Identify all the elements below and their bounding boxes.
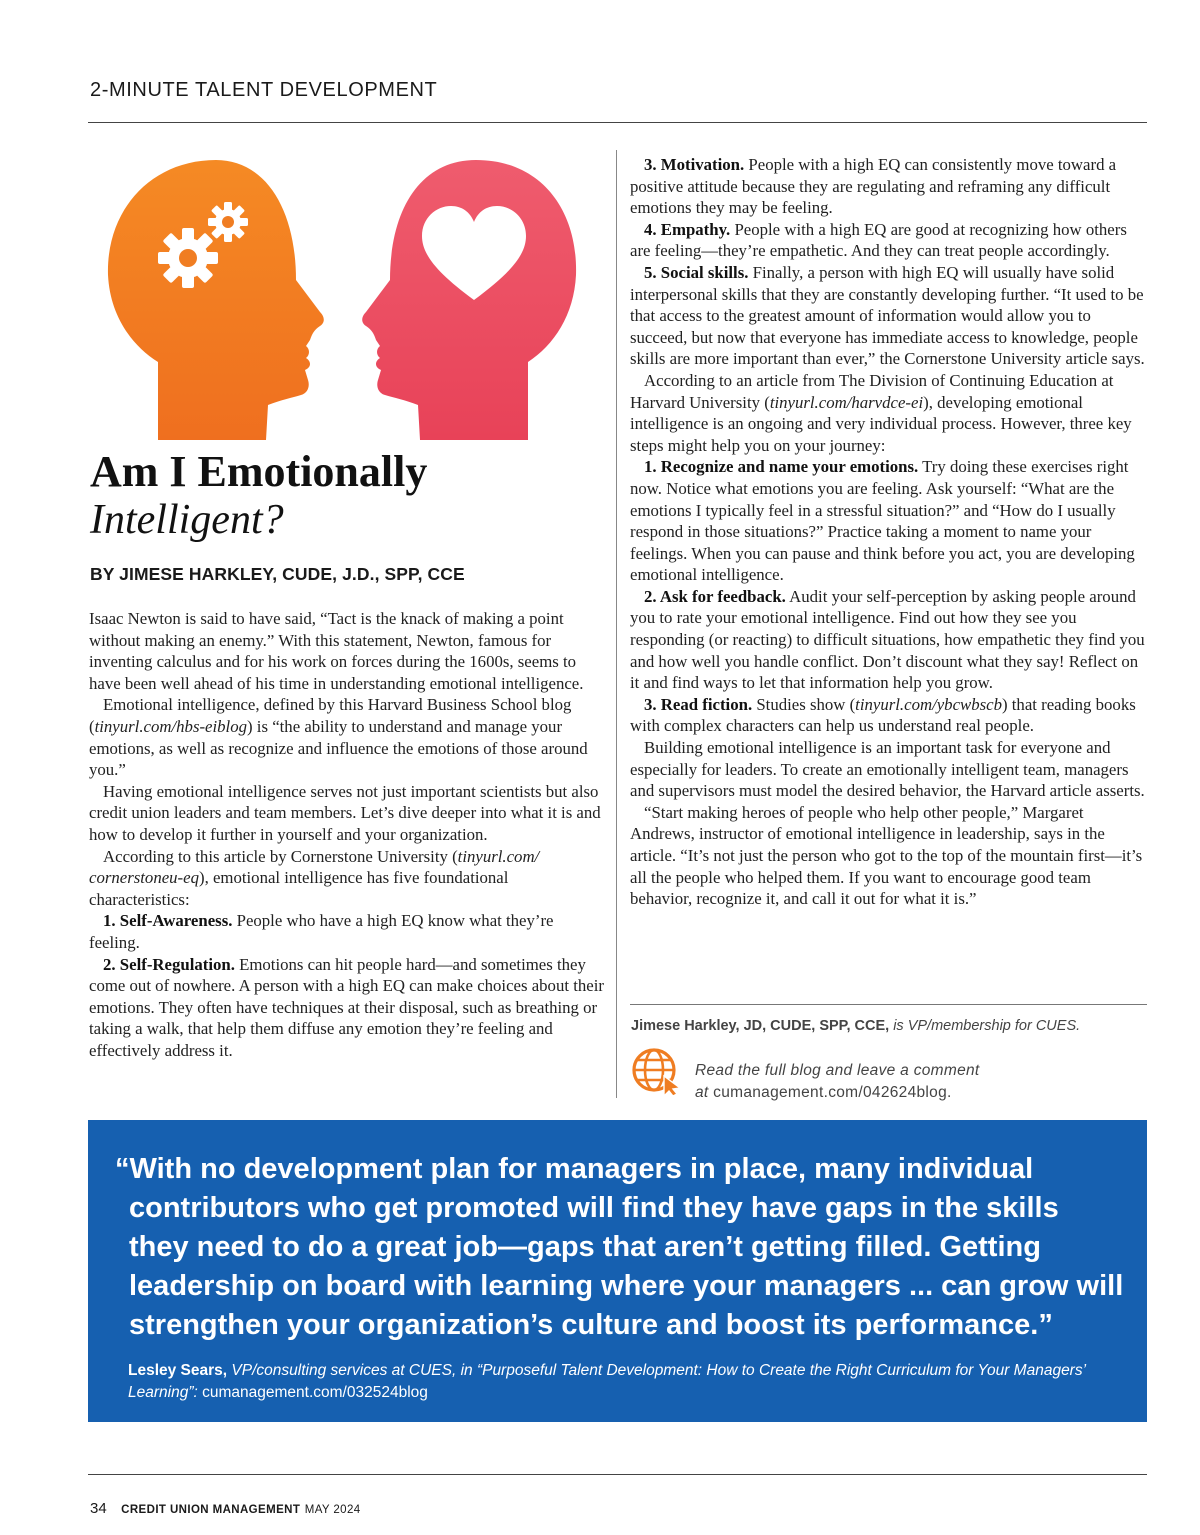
paragraph: 2. Self-Regulation. Emotions can hit people hard—and sometimes they come out of nowhere. A person with a high EQ can make choices about their emotions. They often have techniques at their disposal, such as breathing or taking a walk, that help them diffuse any emotion they’re feeling and effectively address it. bbox=[89, 954, 604, 1060]
hero-illustration bbox=[96, 150, 586, 440]
page-footer bbox=[90, 1500, 361, 1518]
issue-date: MAY 2024 bbox=[304, 1504, 361, 1516]
top-divider bbox=[88, 122, 1147, 123]
title-line-2: Intelligent? bbox=[90, 497, 284, 543]
paragraph: 2. Ask for feedback. Audit your self-perception by asking people around you to rate your emotional intelligence. Find out how they see you responding (or reacting) to difficult situations, how empathetic they find you and how well you handle conflict. Don’t discount what they say! Reflect on it and find ways to let that information help you grow. bbox=[630, 586, 1145, 693]
paragraph: 1. Recognize and name your emotions. Try doing these exercises right now. Notice what emotions you are feeling. Ask yourself: “What are the emotions I typically feel in a stressful situation?” and “How do I usually respond in those situations?” Practice taking a moment to name your feelings. When you can pause and think before you act, you are developing emotional intelligence. bbox=[630, 457, 1135, 585]
paragraph: According to this article by Cornerstone University (tinyurl.com/ cornerstoneu-eq), emotional intelligence has five foundational characteristics: bbox=[89, 846, 540, 909]
paragraph: Isaac Newton is said to have said, “Tact is the knack of making a point without making an enemy.” With this statement, Newton, famous for inventing calculus and for his work on forces during the 1600s, seems to have been well ahead of his time in understanding emotional intelligence. bbox=[89, 609, 584, 693]
page-number: 34 bbox=[90, 1500, 107, 1517]
attribution-role: VP/consulting services at CUES, in “Purposeful Talent Development: How to Create the Right Curriculum for Your Managers’ Learning”: bbox=[128, 1362, 1086, 1401]
magazine-name: CREDIT UNION MANAGEMENT bbox=[121, 1504, 301, 1516]
author-role: is VP/membership for CUES. bbox=[893, 1018, 1081, 1034]
author-name: Jimese Harkley, JD, CUDE, SPP, CCE, bbox=[631, 1018, 890, 1034]
attribution-name: Lesley Sears, bbox=[128, 1362, 228, 1379]
paragraph: According to an article from The Division of Continuing Education at Harvard University (tinyurl.com/harvdce-ei), developing emotional intelligence is an ongoing and very individual process. However, three key steps might help you on your journey: bbox=[630, 370, 1132, 455]
pull-quote-attribution bbox=[128, 1360, 1128, 1404]
bottom-divider bbox=[88, 1474, 1147, 1475]
author-divider bbox=[630, 1004, 1147, 1005]
pull-quote-text: “With no development plan for managers in place, many individual contributors who get promoted will find they have gaps in the skills they need to do a great job—gaps that aren’t getting filled. Getting leadership on board with learning where your managers ... can grow will strengthen your organization’s culture and boost its performance.” bbox=[115, 1153, 1124, 1341]
body-column-left bbox=[89, 608, 605, 1061]
paragraph: Emotional intelligence, defined by this Harvard Business School blog (tinyurl.com/hbs-eiblog) is “the ability to understand and manage your emotions, as well as recognize and influence the emotions of those around you.” bbox=[89, 695, 588, 780]
paragraph: 1. Self-Awareness. People who have a high EQ know what they’re feeling. bbox=[89, 911, 554, 952]
paragraph: 5. Social skills. Finally, a person with high EQ will usually have solid interpersonal skills that they are constantly developing further. “It used to be that access to the greatest amount of information would allow you to succeed, but now that everyone has immediate access to knowledge, people skills are more important than ever,” the Cornerstone University article says. bbox=[630, 262, 1145, 369]
globe-icon bbox=[628, 1044, 684, 1096]
paragraph: 3. Motivation. People with a high EQ can consistently move toward a positive attitude because they are regulating and reframing any difficult emotions they may be feeling. bbox=[630, 155, 1117, 218]
section-label: 2-MINUTE TALENT DEVELOPMENT bbox=[90, 79, 438, 101]
paragraph: 4. Empathy. People with a high EQ are good at recognizing how others are feeling—they’re empathetic. And they can treat people accordingly. bbox=[630, 219, 1127, 261]
paragraph: Building emotional intelligence is an important task for everyone and especially for leaders. To create an emotionally intelligent team, managers and supervisors must model the desired behavior, the Harvard article asserts. bbox=[630, 738, 1145, 801]
pink-head-profile bbox=[362, 160, 576, 440]
attribution-link[interactable]: cumanagement.com/032524blog bbox=[202, 1384, 428, 1401]
body-column-right bbox=[630, 154, 1148, 910]
paragraph: 3. Read fiction. Studies show (tinyurl.com/ybcwbscb) that reading books with complex characters can help us understand real people. bbox=[630, 694, 1136, 736]
title-line-1: Am I Emotionally bbox=[90, 447, 428, 496]
byline: BY JIMESE HARKLEY, CUDE, J.D., SPP, CCE bbox=[90, 564, 465, 584]
article-title bbox=[90, 448, 590, 544]
read-more bbox=[695, 1060, 980, 1104]
column-divider bbox=[616, 150, 617, 1098]
author-bio bbox=[631, 1018, 1080, 1034]
read-more-line1: Read the full blog and leave a comment bbox=[695, 1062, 980, 1079]
paragraph: “Start making heroes of people who help other people,” Margaret Andrews, instructor of emotional intelligence in leadership, says in the article. “It’s not just the person who got to the top of the mountain first—it’s all the people who helped them. If you want to encourage good team behavior, recognize it, and call it out for what it is.” bbox=[630, 802, 1143, 909]
read-more-at: at bbox=[695, 1084, 709, 1101]
orange-head-profile bbox=[108, 160, 324, 440]
paragraph: Having emotional intelligence serves not just important scientists but also credit union leaders and team members. Let’s dive deeper into what it is and how to develop it further in yourself and your organization. bbox=[89, 781, 601, 844]
read-more-link[interactable]: cumanagement.com/042624blog. bbox=[713, 1084, 952, 1101]
pull-quote bbox=[115, 1150, 1125, 1345]
